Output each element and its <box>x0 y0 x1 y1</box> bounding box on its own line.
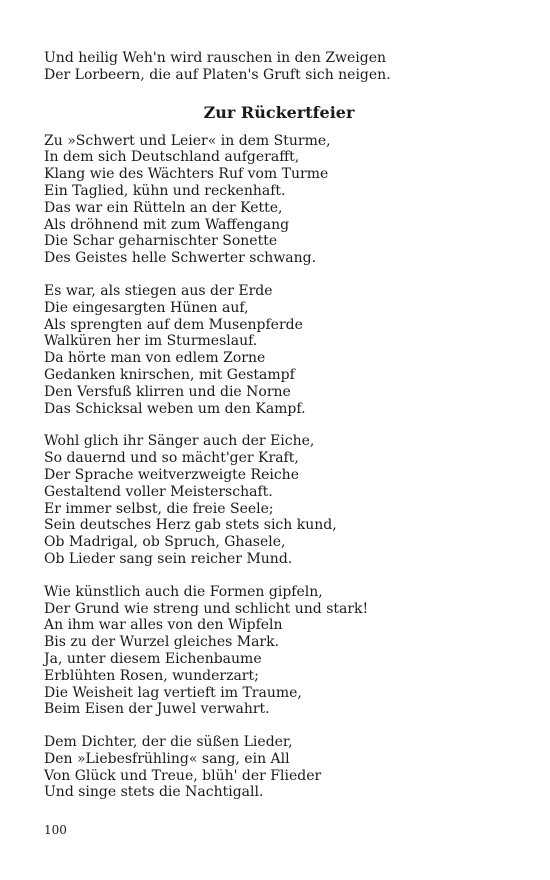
verse-line: Das Schicksal weben um den Kampf. <box>44 400 306 417</box>
poem-title: Zur Rückertfeier <box>203 102 355 122</box>
verse-line: Dem Dichter, der die süßen Lieder, <box>44 734 293 751</box>
verse-line: Er immer selbst, die freie Seele; <box>44 500 274 517</box>
verse-line: Sein deutsches Herz gab stets sich kund, <box>44 517 337 534</box>
verse-line: Walküren her im Sturmeslauf. <box>44 333 258 350</box>
verse-line: Gedanken knirschen, mit Gestampf <box>44 366 295 383</box>
stanza-1 <box>44 133 514 267</box>
verse-line: Der Sprache weitverzweigte Reiche <box>44 466 299 483</box>
verse-line: Die Weisheit lag vertieft im Traume, <box>44 684 302 701</box>
verse-line: Als dröhnend mit zum Waffengang <box>44 216 290 233</box>
page-number: 100 <box>44 823 67 837</box>
verse-line: Beim Eisen der Juwel verwahrt. <box>44 701 270 718</box>
verse-line: Ja, unter diesem Eichenbaume <box>44 650 262 667</box>
verse-line: Ein Taglied, kühn und reckenhaft. <box>44 182 286 199</box>
verse-line: In dem sich Deutschland aufgerafft, <box>44 149 300 166</box>
verse-line: Die eingesargten Hünen auf, <box>44 299 249 316</box>
intro-lines <box>44 50 514 84</box>
verse-line: Gestaltend voller Meisterschaft. <box>44 483 273 500</box>
verse-line: Den Versfuß klirren und die Norne <box>44 383 291 400</box>
stanza-2 <box>44 283 514 417</box>
verse-line: Das war ein Rütteln an der Kette, <box>44 199 283 216</box>
verse-line: An ihm war alles von den Wipfeln <box>44 617 283 634</box>
book-page <box>44 50 514 817</box>
verse-line: Wie künstlich auch die Formen gipfeln, <box>44 583 323 600</box>
verse-line: Erblühten Rosen, wunderzart; <box>44 667 259 684</box>
stanza-4 <box>44 584 514 718</box>
intro-line: Und heilig Weh'n wird rauschen in den Zweigen <box>44 50 387 66</box>
verse-line: So dauernd und so mächt'ger Kraft, <box>44 450 299 467</box>
verse-line: Ob Lieder sang sein reicher Mund. <box>44 550 293 567</box>
verse-line: Wohl glich ihr Sänger auch der Eiche, <box>44 433 315 450</box>
intro-line: Der Lorbeern, die auf Platen's Gruft sich neigen. <box>44 66 391 83</box>
verse-line: Den »Liebesfrühling« sang, ein All <box>44 750 290 767</box>
verse-line: Bis zu der Wurzel gleiches Mark. <box>44 634 280 651</box>
verse-line: Als sprengten auf dem Musenpferde <box>44 316 303 333</box>
verse-line: Von Glück und Treue, blüh' der Flieder <box>44 767 322 784</box>
stanza-3 <box>44 433 514 567</box>
verse-line: Ob Madrigal, ob Spruch, Ghasele, <box>44 534 286 551</box>
verse-line: Da hörte man von edlem Zorne <box>44 350 266 367</box>
verse-line: Klang wie des Wächters Ruf vom Turme <box>44 166 329 183</box>
verse-line: Es war, als stiegen aus der Erde <box>44 282 273 299</box>
verse-line: Zu »Schwert und Leier« in dem Sturme, <box>44 132 331 149</box>
verse-line: Und singe stets die Nachtigall. <box>44 784 264 801</box>
verse-line: Die Schar geharnischter Sonette <box>44 233 278 250</box>
verse-line: Der Grund wie streng und schlicht und stark! <box>44 600 369 617</box>
verse-line: Des Geistes helle Schwerter schwang. <box>44 250 317 267</box>
stanza-5 <box>44 734 514 801</box>
